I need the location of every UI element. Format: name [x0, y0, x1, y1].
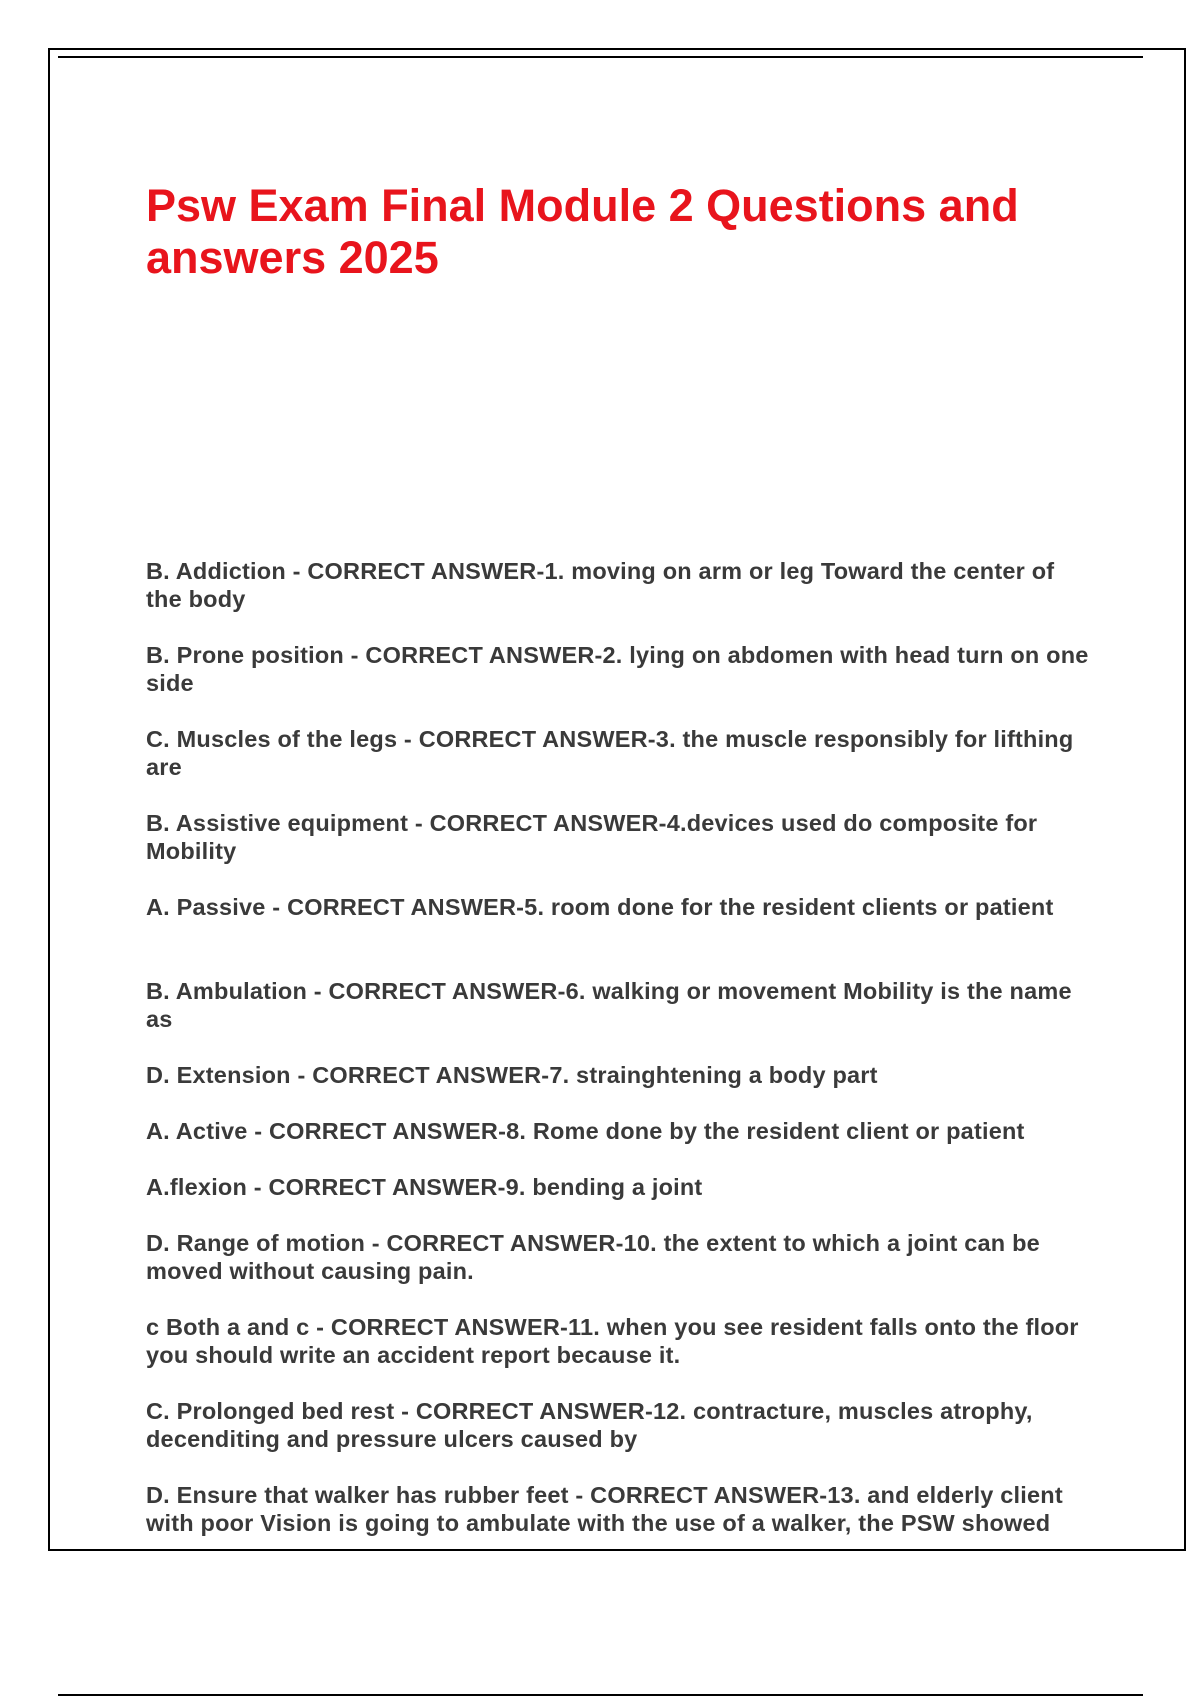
qa-item: B. Addiction - CORRECT ANSWER-1. moving on arm or leg Toward the center of the body: [146, 558, 1055, 612]
document-title: Psw Exam Final Module 2 Questions and answers 2025: [146, 180, 1019, 283]
top-rule: [58, 56, 1143, 58]
qa-item: C. Muscles of the legs - CORRECT ANSWER-3. the muscle responsibly for lifthing are: [146, 726, 1074, 780]
qa-item: A. Passive - CORRECT ANSWER-5. room done for the resident clients or patient: [146, 894, 1054, 920]
bottom-rule: [58, 1694, 1143, 1696]
qa-item: D. Ensure that walker has rubber feet - CORRECT ANSWER-13. and elderly client with poor Vision is going to ambulate with the use of a walker, the PSW showed: [146, 1482, 1063, 1536]
qa-item: c Both a and c - CORRECT ANSWER-11. when you see resident falls onto the floor you should write an accident report because it.: [146, 1314, 1079, 1368]
qa-item: D. Range of motion - CORRECT ANSWER-10. the extent to which a joint can be moved without causing pain.: [146, 1230, 1040, 1284]
qa-item: B. Prone position - CORRECT ANSWER-2. lying on abdomen with head turn on one side: [146, 642, 1089, 696]
qa-item: C. Prolonged bed rest - CORRECT ANSWER-12. contracture, muscles atrophy, decenditing and pressure ulcers caused by: [146, 1398, 1033, 1452]
qa-item: A. Active - CORRECT ANSWER-8. Rome done by the resident client or patient: [146, 1118, 1025, 1144]
qa-item: A.flexion - CORRECT ANSWER-9. bending a joint: [146, 1174, 703, 1200]
qa-list: [146, 557, 1096, 1565]
qa-item: B. Assistive equipment - CORRECT ANSWER-4.devices used do composite for Mobility: [146, 810, 1038, 864]
qa-item: B. Ambulation - CORRECT ANSWER-6. walking or movement Mobility is the name as: [146, 978, 1072, 1032]
qa-item: D. Extension - CORRECT ANSWER-7. strainghtening a body part: [146, 1062, 878, 1088]
